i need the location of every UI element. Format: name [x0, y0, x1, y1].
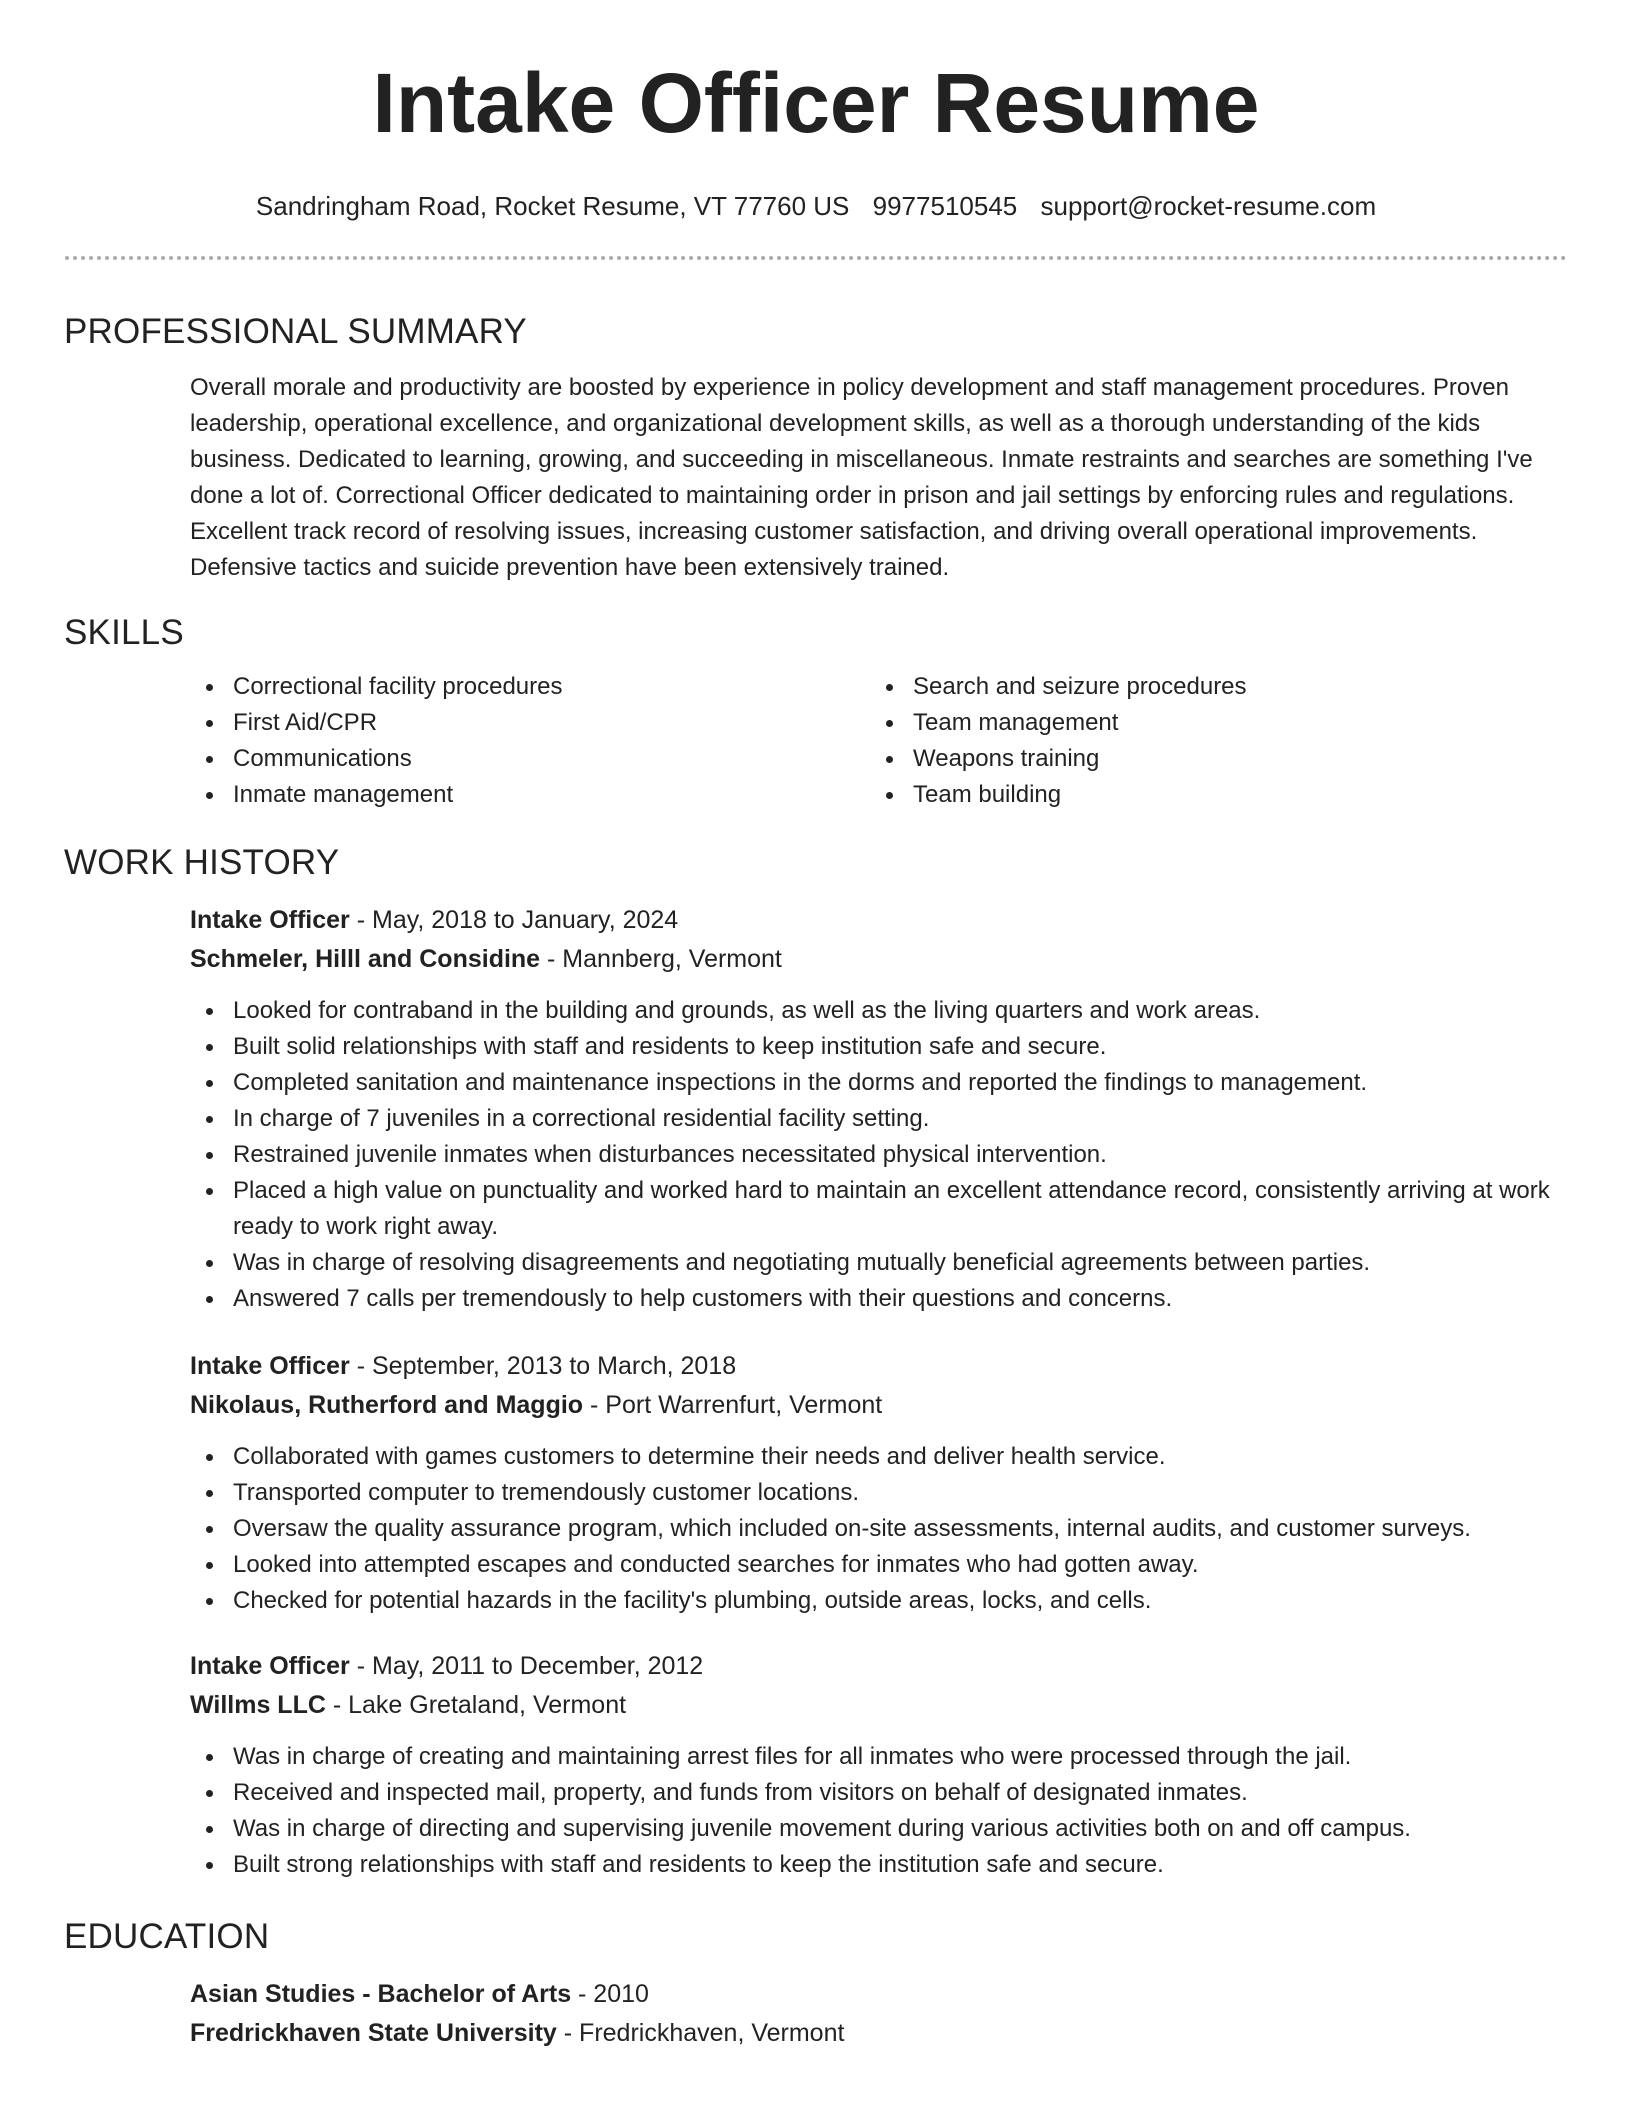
- job-bullet: Received and inspected mail, property, and funds from visitors on behalf of designated inmates.: [190, 1775, 1566, 1811]
- contact-line: [0, 188, 1632, 224]
- job-bullet: Looked for contraband in the building and grounds, as well as the living quarters and work areas.: [190, 993, 1566, 1029]
- job-title: Intake Officer: [190, 1352, 350, 1380]
- header-divider: [65, 256, 1567, 260]
- skill-item: Weapons training: [870, 741, 1550, 777]
- contact-email: support@rocket-resume.com: [1040, 191, 1377, 221]
- skill-item: Inmate management: [190, 777, 870, 813]
- education-heading: EDUCATION: [64, 1917, 270, 1956]
- summary-section: [0, 310, 1632, 586]
- skills-grid: [190, 669, 1632, 813]
- job-bullet: Was in charge of directing and supervising juvenile movement during various activities both on and off campus.: [190, 1811, 1566, 1847]
- skill-item: First Aid/CPR: [190, 705, 870, 741]
- job-bullet: Checked for potential hazards in the facility's plumbing, outside areas, locks, and cells.: [190, 1583, 1566, 1619]
- job-bullet: Was in charge of resolving disagreements and negotiating mutually beneficial agreements between parties.: [190, 1245, 1566, 1281]
- job-company: Willms LLC: [190, 1691, 326, 1719]
- job-bullet: Transported computer to tremendously customer locations.: [190, 1475, 1566, 1511]
- education-section: [0, 1915, 1632, 2053]
- education-degree-line: [190, 1975, 1566, 2014]
- job-company: Nikolaus, Rutherford and Maggio: [190, 1391, 584, 1419]
- job-entry: [190, 1347, 1566, 1619]
- job-entry: [190, 901, 1566, 1317]
- job-company-line: [190, 1686, 1566, 1725]
- job-bullets: [190, 1439, 1566, 1619]
- job-bullets: [190, 1739, 1566, 1883]
- education-entry: [190, 1975, 1566, 2053]
- job-entry: [190, 1647, 1566, 1883]
- education-school: Fredrickhaven State University: [190, 2019, 557, 2047]
- contact-phone: 9977510545: [872, 191, 1018, 221]
- job-bullet: Built solid relationships with staff and residents to keep institution safe and secure.: [190, 1029, 1566, 1065]
- job-title-line: [190, 901, 1566, 940]
- skill-item: Team management: [870, 705, 1550, 741]
- job-bullet: Was in charge of creating and maintaining arrest files for all inmates who were processed through the jail.: [190, 1739, 1566, 1775]
- job-dates: - May, 2018 to January, 2024: [349, 906, 679, 934]
- skills-section: [0, 611, 1632, 813]
- job-company-line: [190, 1386, 1566, 1425]
- job-location: - Port Warrenfurt, Vermont: [583, 1391, 883, 1419]
- skills-heading: SKILLS: [64, 613, 184, 652]
- job-location: - Mannberg, Vermont: [540, 945, 782, 973]
- contact-address: Sandringham Road, Rocket Resume, VT 77760 US: [255, 191, 850, 221]
- work-heading: WORK HISTORY: [64, 843, 340, 882]
- job-bullet: Built strong relationships with staff and residents to keep the institution safe and secure.: [190, 1847, 1566, 1883]
- job-bullet: Restrained juvenile inmates when disturbances necessitated physical intervention.: [190, 1137, 1566, 1173]
- job-bullets: [190, 993, 1566, 1317]
- job-bullet: Placed a high value on punctuality and worked hard to maintain an excellent attendance record, consistently arriving at work ready to work right away.: [190, 1173, 1566, 1245]
- job-bullet: In charge of 7 juveniles in a correctional residential facility setting.: [190, 1101, 1566, 1137]
- job-location: - Lake Gretaland, Vermont: [325, 1691, 627, 1719]
- job-bullet: Collaborated with games customers to determine their needs and deliver health service.: [190, 1439, 1566, 1475]
- skill-item: Team building: [870, 777, 1550, 813]
- summary-text: Overall morale and productivity are boosted by experience in policy development and staff management procedures. Proven leadership, operational excellence, and organizational development skills, as well as a thorough understanding of the kids business. Dedicated to learning, growing, and succeeding in miscellaneous. Inmate restraints and searches are something I've done a lot of. Correctional Officer dedicated to maintaining order in prison and jail settings by enforcing rules and regulations. Excellent track record of resolving issues, increasing customer satisfaction, and driving overall operational improvements. Defensive tactics and suicide prevention have been extensively trained.: [190, 374, 1533, 581]
- job-bullet: Oversaw the quality assurance program, which included on-site assessments, internal audits, and customer surveys.: [190, 1511, 1566, 1547]
- job-title-line: [190, 1647, 1566, 1686]
- skills-column-left: [190, 669, 870, 813]
- education-location: - Fredrickhaven, Vermont: [556, 2019, 845, 2047]
- job-title: Intake Officer: [190, 1652, 350, 1680]
- skill-item: Communications: [190, 741, 870, 777]
- job-company: Schmeler, Hilll and Considine: [190, 945, 541, 973]
- job-title-line: [190, 1347, 1566, 1386]
- skill-item: Correctional facility procedures: [190, 669, 870, 705]
- work-section: [0, 841, 1632, 1883]
- job-dates: - May, 2011 to December, 2012: [349, 1652, 704, 1680]
- job-bullet: Looked into attempted escapes and conducted searches for inmates who had gotten away.: [190, 1547, 1566, 1583]
- education-year: - 2010: [571, 1980, 649, 2008]
- job-dates: - September, 2013 to March, 2018: [349, 1352, 737, 1380]
- skills-column-right: [870, 669, 1550, 813]
- job-company-line: [190, 940, 1566, 979]
- education-school-line: [190, 2014, 1566, 2053]
- job-bullet: Completed sanitation and maintenance inspections in the dorms and reported the findings to management.: [190, 1065, 1566, 1101]
- summary-heading: PROFESSIONAL SUMMARY: [64, 312, 527, 351]
- job-bullet: Answered 7 calls per tremendously to help customers with their questions and concerns.: [190, 1281, 1566, 1317]
- skill-item: Search and seizure procedures: [870, 669, 1550, 705]
- page-title: Intake Officer Resume: [372, 56, 1260, 150]
- job-title: Intake Officer: [190, 906, 350, 934]
- education-degree: Asian Studies - Bachelor of Arts: [190, 1980, 572, 2008]
